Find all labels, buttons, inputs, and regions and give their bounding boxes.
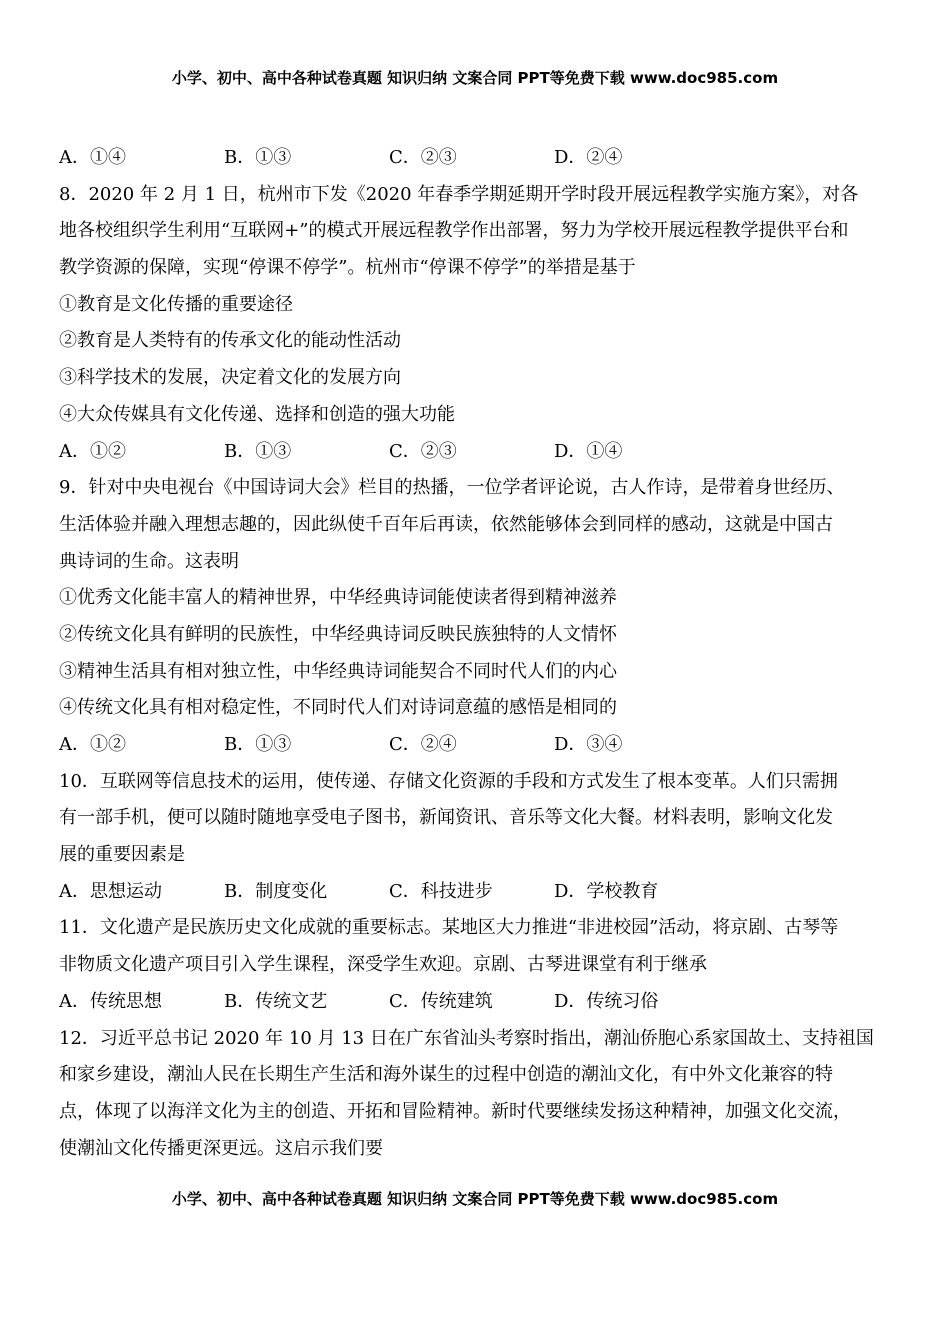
q11-options	[59, 984, 895, 1021]
question-8	[59, 177, 895, 471]
q9-option-c: C．②④	[389, 734, 457, 755]
page-header: 小学、初中、高中各种试卷真题 知识归纳 文案合同 PPT等免费下载 www.doc985.com	[171, 69, 779, 87]
q8-option-c: C．②③	[389, 440, 457, 462]
q9-option-d: D．③④	[554, 734, 623, 755]
q12-stem-line: 12．习近平总书记 2020 年 10 月 13 日在广东省汕头考察时指出，潮汕侨胞心系家国故土、支持祖国	[59, 1027, 874, 1049]
q9-option-a: A．①②	[59, 734, 126, 755]
q9-stem-line: 9．针对中央电视台《中国诗词大会》栏目的热播，一位学者评论说，古人作诗，是带着身世经历、	[59, 477, 845, 499]
q9-statement-4: ④传统文化具有相对稳定性，不同时代人们对诗词意蕴的感悟是相同的	[59, 697, 617, 719]
q10-stem-line: 有一部手机，便可以随时随地享受电子图书，新闻资讯、音乐等文化大餐。材料表明，影响文化发	[59, 807, 833, 829]
q8-stem-line: 8．2020 年 2 月 1 日，杭州市下发《2020 年春季学期延期开学时段开展远程教学实施方案》，对各	[59, 183, 859, 205]
q12-stem-line: 和家乡建设，潮汕人民在长期生产生活和海外谋生的过程中创造的潮汕文化，有中外文化兼容的特	[59, 1064, 833, 1086]
q10-stem-line: 展的重要因素是	[59, 844, 185, 866]
question-12	[59, 1021, 895, 1168]
q8-statement-3: ③科学技术的发展，决定着文化的发展方向	[59, 367, 401, 389]
q9-option-b: B．①③	[224, 734, 292, 755]
question-10	[59, 764, 895, 911]
q10-options	[59, 874, 895, 911]
q9-statement-3: ③精神生活具有相对独立性，中华经典诗词能契合不同时代人们的内心	[59, 660, 617, 682]
q8-options	[59, 434, 895, 471]
q9-statement-1: ①优秀文化能丰富人的精神世界，中华经典诗词能使读者得到精神滋养	[59, 587, 617, 609]
q10-option-c: C．科技进步	[389, 880, 493, 902]
q11-stem-line: 11．文化遗产是民族历史文化成就的重要标志。某地区大力推进“非进校园”活动，将京剧、古琴等	[59, 917, 839, 939]
q10-option-a: A．思想运动	[59, 880, 162, 902]
q8-option-d: D．①④	[554, 440, 623, 462]
q8-statement-2: ②教育是人类特有的传承文化的能动性活动	[59, 330, 401, 352]
q7-option-c: C．②③	[389, 147, 457, 168]
q7-option-a: A．①④	[59, 147, 126, 168]
q11-stem-line: 非物质文化遗产项目引入学生课程，深受学生欢迎。京剧、古琴进课堂有利于继承	[59, 954, 707, 976]
q8-option-a: A．①②	[59, 440, 126, 462]
q8-option-b: B．①③	[224, 440, 292, 462]
q9-statement-2: ②传统文化具有鲜明的民族性，中华经典诗词反映民族独特的人文情怀	[59, 623, 617, 645]
q8-stem-line: 地各校组织学生利用“互联网+”的模式开展远程教学作出部署，努力为学校开展远程教学提供平台和	[59, 220, 849, 242]
q9-stem-line: 生活体验并融入理想志趣的，因此纵使千百年后再读，依然能够体会到同样的感动，这就是中国古	[59, 513, 833, 535]
q11-option-d: D．传统习俗	[554, 990, 659, 1012]
q9-options	[59, 727, 895, 764]
question-9	[59, 470, 895, 764]
q12-stem-line: 使潮汕文化传播更深更远。这启示我们要	[59, 1137, 383, 1159]
q11-option-a: A．传统思想	[59, 990, 162, 1012]
q9-stem-line: 典诗词的生命。这表明	[59, 550, 239, 572]
q11-option-c: C．传统建筑	[389, 990, 493, 1012]
question-content	[59, 140, 895, 1167]
q12-stem-line: 点，体现了以海洋文化为主的创造、开拓和冒险精神。新时代要继续发扬这种精神，加强文化交流，	[59, 1100, 851, 1122]
q8-statement-4: ④大众传媒具有文化传递、选择和创造的强大功能	[59, 403, 455, 425]
q7-options	[59, 140, 895, 177]
q8-stem-line: 教学资源的保障，实现“停课不停学”。杭州市“停课不停学”的举措是基于	[59, 257, 636, 279]
q7-option-b: B．①③	[224, 147, 292, 168]
q8-statement-1: ①教育是文化传播的重要途径	[59, 293, 293, 315]
q10-option-b: B．制度变化	[224, 880, 328, 902]
page-footer: 小学、初中、高中各种试卷真题 知识归纳 文案合同 PPT等免费下载 www.doc985.com	[171, 1190, 779, 1208]
question-11	[59, 910, 895, 1020]
q10-stem-line: 10．互联网等信息技术的运用，使传递、存储文化资源的手段和方式发生了根本变革。人们只需拥	[59, 770, 838, 792]
q10-option-d: D．学校教育	[554, 880, 659, 902]
q11-option-b: B．传统文艺	[224, 990, 328, 1012]
q7-option-d: D．②④	[554, 147, 623, 168]
